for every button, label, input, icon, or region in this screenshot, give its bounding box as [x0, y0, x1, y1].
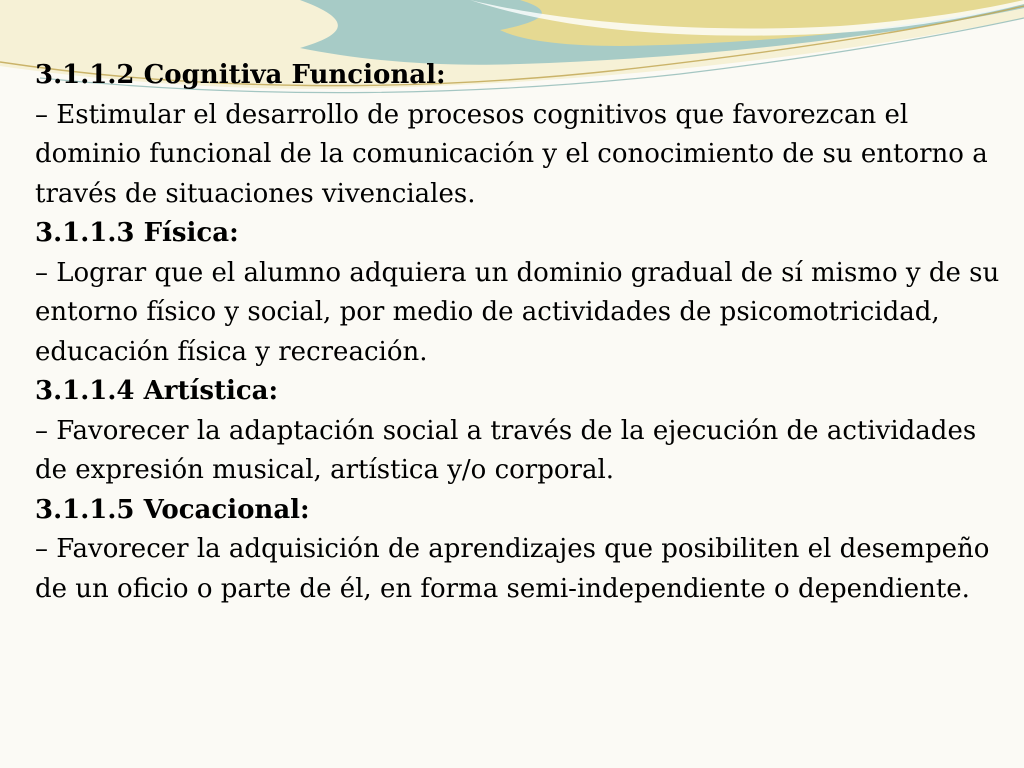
section-text-vocacional: – Favorecer la adquisición de aprendizajes que posibiliten el desempeño de un oficio o parte de él, en forma semi-independiente o dependiente.: [35, 534, 990, 604]
section-heading-fisica: 3.1.1.3 Física:: [35, 218, 239, 248]
section-text-cognitiva: – Estimular el desarrollo de procesos cognitivos que favorezcan el dominio funcional de la comunicación y el conocimiento de su entorno a través de situaciones vivenciales.: [35, 99, 988, 209]
section-heading-artistica: 3.1.1.4 Artística:: [35, 376, 279, 406]
slide-body: [35, 56, 1015, 609]
section-heading-vocacional: 3.1.1.5 Vocacional:: [35, 494, 310, 525]
section-heading-cognitiva: 3.1.1.2 Cognitiva Funcional:: [35, 60, 446, 90]
section-text-fisica: – Lograr que el alumno adquiera un dominio gradual de sí mismo y de su entorno físico y social, por medio de actividades de psicomotricidad, educación física y recreación.: [35, 257, 1000, 367]
section-text-artistica: – Favorecer la adaptación social a través de la ejecución de actividades de expresión musical, artística y/o corporal.: [35, 415, 977, 485]
